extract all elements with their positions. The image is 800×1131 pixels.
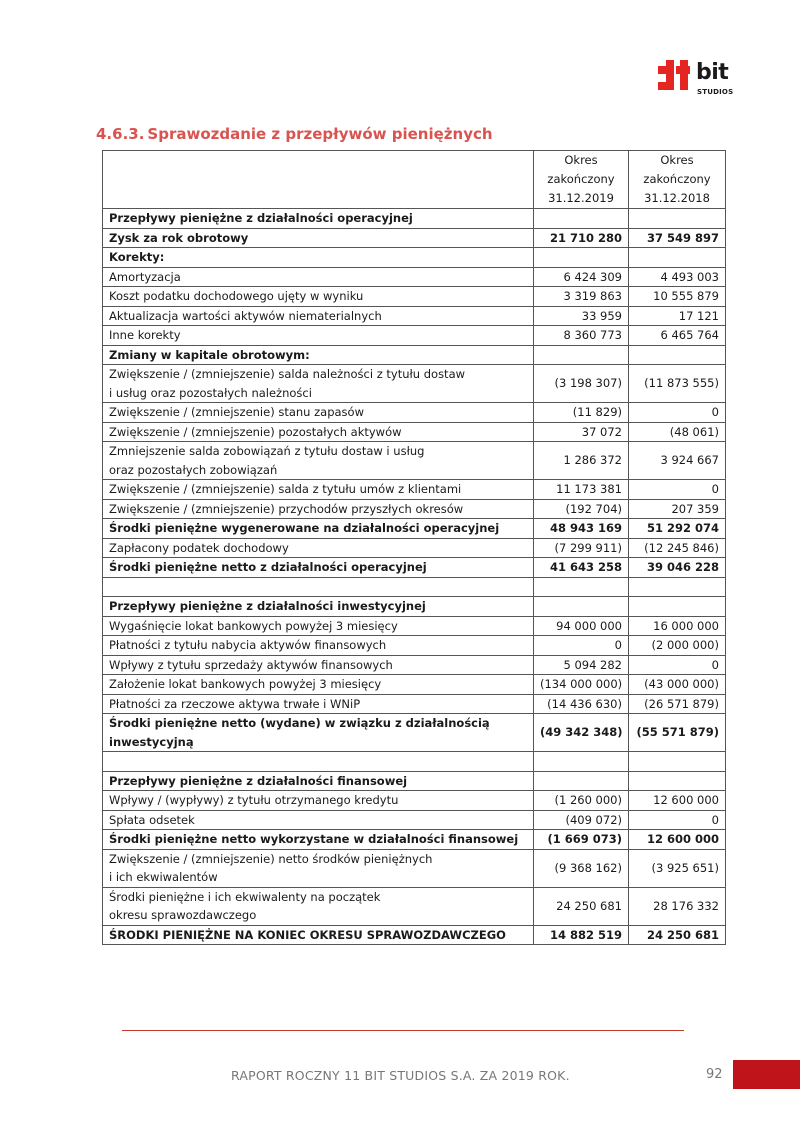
table-row <box>103 771 726 791</box>
table-row <box>103 752 726 772</box>
row-label: Środki pieniężne i ich ekwiwalenty na początek okresu sprawozdawczego <box>103 887 534 925</box>
table-row <box>103 849 726 887</box>
row-label: Środki pieniężne netto z działalności operacyjnej <box>103 558 534 578</box>
table-row <box>103 558 726 578</box>
value-2019 <box>534 771 629 791</box>
value-2018: (2 000 000) <box>629 636 726 656</box>
header-period-2019: Okres zakończony 31.12.2019 <box>534 151 629 209</box>
row-label: Zwiększenie / (zmniejszenie) salda z tytułu umów z klientami <box>103 480 534 500</box>
table-row <box>103 228 726 248</box>
row-label <box>103 577 534 597</box>
row-label: Spłata odsetek <box>103 810 534 830</box>
table-row <box>103 519 726 539</box>
value-2019 <box>534 597 629 617</box>
value-2019: 0 <box>534 636 629 656</box>
value-2019: (192 704) <box>534 499 629 519</box>
row-label: Przepływy pieniężne z działalności finansowej <box>103 771 534 791</box>
value-2019: 5 094 282 <box>534 655 629 675</box>
table-row <box>103 636 726 656</box>
value-2018: (48 061) <box>629 422 726 442</box>
row-label: Zapłacony podatek dochodowy <box>103 538 534 558</box>
table-row <box>103 714 726 752</box>
value-2018 <box>629 752 726 772</box>
section-title <box>96 123 493 145</box>
table-row <box>103 810 726 830</box>
table-row <box>103 287 726 307</box>
value-2019: (11 829) <box>534 403 629 423</box>
table-row <box>103 499 726 519</box>
value-2018 <box>629 577 726 597</box>
row-label <box>103 752 534 772</box>
value-2019: (3 198 307) <box>534 365 629 403</box>
value-2018: (12 245 846) <box>629 538 726 558</box>
page-number: 92 <box>706 1067 723 1082</box>
value-2019: (1 669 073) <box>534 830 629 850</box>
value-2019: 24 250 681 <box>534 887 629 925</box>
table-row <box>103 267 726 287</box>
table-row <box>103 830 726 850</box>
value-2019 <box>534 577 629 597</box>
table-row <box>103 345 726 365</box>
value-2019: 21 710 280 <box>534 228 629 248</box>
value-2018: 0 <box>629 403 726 423</box>
table-row <box>103 209 726 229</box>
table-header-row <box>103 151 726 209</box>
value-2018: 3 924 667 <box>629 442 726 480</box>
table-row <box>103 422 726 442</box>
value-2019: (409 072) <box>534 810 629 830</box>
row-label: Przepływy pieniężne z działalności inwestycyjnej <box>103 597 534 617</box>
row-label: Środki pieniężne netto wykorzystane w działalności finansowej <box>103 830 534 850</box>
value-2018: 16 000 000 <box>629 616 726 636</box>
value-2018: 207 359 <box>629 499 726 519</box>
value-2018 <box>629 209 726 229</box>
value-2018: (3 925 651) <box>629 849 726 887</box>
value-2019: (1 260 000) <box>534 791 629 811</box>
row-label: Inne korekty <box>103 326 534 346</box>
row-label: Aktualizacja wartości aktywów niematerialnych <box>103 306 534 326</box>
value-2019: 6 424 309 <box>534 267 629 287</box>
row-label: Zwiększenie / (zmniejszenie) netto środków pieniężnych i ich ekwiwalentów <box>103 849 534 887</box>
value-2019: (134 000 000) <box>534 675 629 695</box>
row-label: Wygaśnięcie lokat bankowych powyżej 3 miesięcy <box>103 616 534 636</box>
logo-subtext: STUDIOS <box>697 88 734 96</box>
value-2019: 11 173 381 <box>534 480 629 500</box>
table-row <box>103 326 726 346</box>
table-row <box>103 442 726 480</box>
row-label: Zwiększenie / (zmniejszenie) salda należności z tytułu dostaw i usług oraz pozostałych należności <box>103 365 534 403</box>
value-2018 <box>629 597 726 617</box>
value-2019 <box>534 209 629 229</box>
row-label: Wpływy z tytułu sprzedaży aktywów finansowych <box>103 655 534 675</box>
table-row <box>103 791 726 811</box>
table-row <box>103 365 726 403</box>
value-2018: 12 600 000 <box>629 830 726 850</box>
value-2018: 12 600 000 <box>629 791 726 811</box>
value-2018: 28 176 332 <box>629 887 726 925</box>
table-row <box>103 538 726 558</box>
section-title-text: Sprawozdanie z przepływów pieniężnych <box>147 125 493 143</box>
value-2018: (26 571 879) <box>629 694 726 714</box>
row-label: Założenie lokat bankowych powyżej 3 miesięcy <box>103 675 534 695</box>
value-2018 <box>629 345 726 365</box>
value-2019: 14 882 519 <box>534 925 629 945</box>
value-2018: 10 555 879 <box>629 287 726 307</box>
row-label: Płatności z tytułu nabycia aktywów finansowych <box>103 636 534 656</box>
value-2019 <box>534 248 629 268</box>
value-2019: 41 643 258 <box>534 558 629 578</box>
header-empty-cell <box>103 151 534 209</box>
row-label: Zwiększenie / (zmniejszenie) stanu zapasów <box>103 403 534 423</box>
value-2019: (7 299 911) <box>534 538 629 558</box>
value-2018 <box>629 248 726 268</box>
row-label: Zysk za rok obrotowy <box>103 228 534 248</box>
value-2019 <box>534 752 629 772</box>
value-2018: 4 493 003 <box>629 267 726 287</box>
page-accent-box <box>733 1060 800 1089</box>
row-label: Korekty: <box>103 248 534 268</box>
footer-report-title: RAPORT ROCZNY 11 BIT STUDIOS S.A. ZA 2019 ROK. <box>231 1068 570 1083</box>
table-row <box>103 616 726 636</box>
table-row <box>103 248 726 268</box>
value-2019: 33 959 <box>534 306 629 326</box>
header-period-2018: Okres zakończony 31.12.2018 <box>629 151 726 209</box>
value-2019: (49 342 348) <box>534 714 629 752</box>
row-label: Przepływy pieniężne z działalności operacyjnej <box>103 209 534 229</box>
cash-flow-table-body <box>103 151 726 945</box>
value-2019: 3 319 863 <box>534 287 629 307</box>
value-2019: (9 368 162) <box>534 849 629 887</box>
table-row <box>103 480 726 500</box>
value-2018: (11 873 555) <box>629 365 726 403</box>
value-2018: 39 046 228 <box>629 558 726 578</box>
table-row <box>103 597 726 617</box>
value-2018 <box>629 771 726 791</box>
value-2018: (43 000 000) <box>629 675 726 695</box>
table-row <box>103 306 726 326</box>
table-row <box>103 675 726 695</box>
row-label: Płatności za rzeczowe aktywa trwałe i WNiP <box>103 694 534 714</box>
cash-flow-table <box>102 150 726 945</box>
table-row <box>103 403 726 423</box>
row-label: Zwiększenie / (zmniejszenie) pozostałych aktywów <box>103 422 534 442</box>
row-label: Zmiany w kapitale obrotowym: <box>103 345 534 365</box>
value-2019: 8 360 773 <box>534 326 629 346</box>
table-row <box>103 925 726 945</box>
row-label: Amortyzacja <box>103 267 534 287</box>
value-2018: 0 <box>629 655 726 675</box>
value-2018: 37 549 897 <box>629 228 726 248</box>
value-2019: 94 000 000 <box>534 616 629 636</box>
value-2019: 1 286 372 <box>534 442 629 480</box>
row-label: ŚRODKI PIENIĘŻNE NA KONIEC OKRESU SPRAWOZDAWCZEGO <box>103 925 534 945</box>
value-2018: 0 <box>629 810 726 830</box>
logo-wordmark: bit <box>696 60 729 85</box>
value-2018: 0 <box>629 480 726 500</box>
value-2018: 6 465 764 <box>629 326 726 346</box>
value-2019: 37 072 <box>534 422 629 442</box>
table-row <box>103 887 726 925</box>
table-row <box>103 655 726 675</box>
row-label: Koszt podatku dochodowego ujęty w wyniku <box>103 287 534 307</box>
value-2018: (55 571 879) <box>629 714 726 752</box>
row-label: Środki pieniężne netto (wydane) w związku z działalnością inwestycyjną <box>103 714 534 752</box>
value-2019: (14 436 630) <box>534 694 629 714</box>
value-2019: 48 943 169 <box>534 519 629 539</box>
value-2018: 17 121 <box>629 306 726 326</box>
row-label: Zwiększenie / (zmniejszenie) przychodów przyszłych okresów <box>103 499 534 519</box>
row-label: Zmniejszenie salda zobowiązań z tytułu dostaw i usług oraz pozostałych zobowiązań <box>103 442 534 480</box>
row-label: Wpływy / (wypływy) z tytułu otrzymanego kredytu <box>103 791 534 811</box>
value-2018: 51 292 074 <box>629 519 726 539</box>
value-2019 <box>534 345 629 365</box>
row-label: Środki pieniężne wygenerowane na działalności operacyjnej <box>103 519 534 539</box>
section-number: 4.6.3. <box>96 125 145 143</box>
value-2018: 24 250 681 <box>629 925 726 945</box>
table-row <box>103 577 726 597</box>
footer-divider <box>122 1030 684 1031</box>
table-row <box>103 694 726 714</box>
